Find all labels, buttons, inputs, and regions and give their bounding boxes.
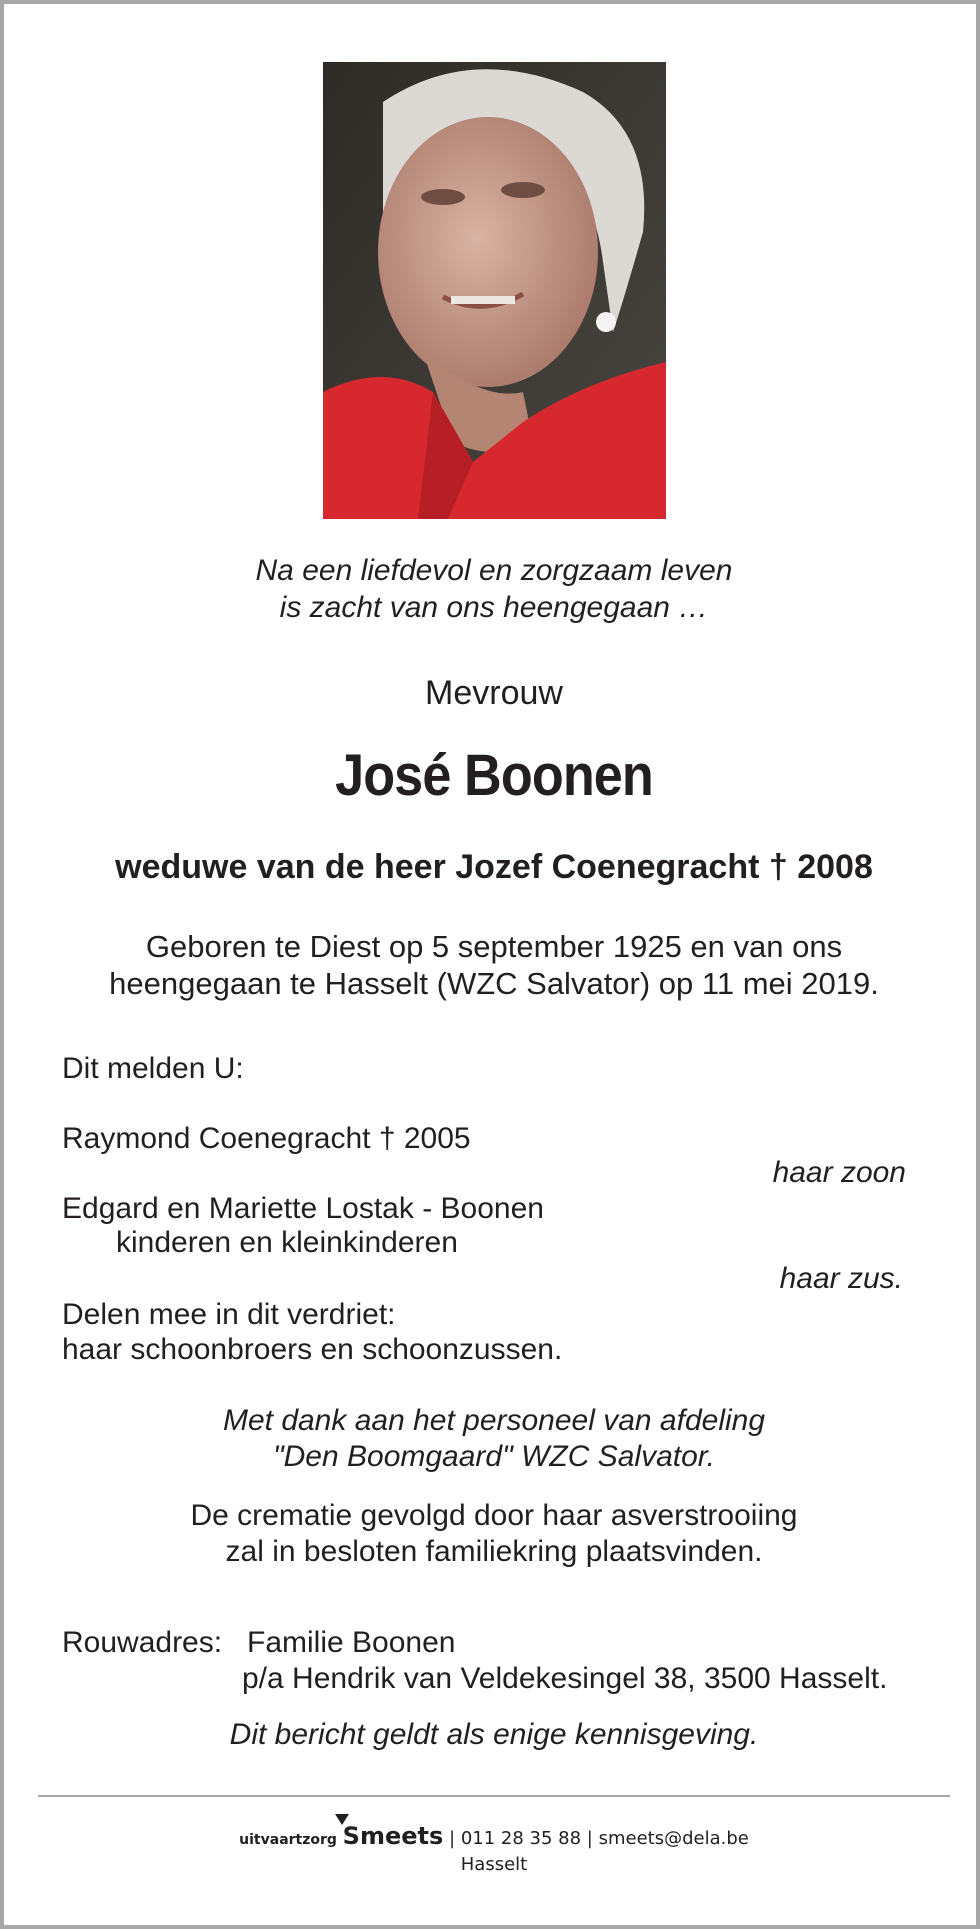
thanks-line-1: Met dank aan het personeel van afdeling bbox=[222, 1404, 766, 1437]
notice-text: Dit bericht geldt als enige kennisgeving. bbox=[229, 1718, 759, 1751]
honorific: Mevrouw bbox=[425, 674, 563, 712]
share-line-2: haar schoonbroers en schoonzussen. bbox=[62, 1333, 563, 1366]
birth-death-details bbox=[4, 928, 980, 1002]
cremation-line-2: zal in besloten familiekring plaatsvinden. bbox=[225, 1535, 763, 1568]
footer-city: Hasselt bbox=[460, 1854, 528, 1875]
sister-sub: kinderen en kleinkinderen bbox=[116, 1226, 458, 1259]
portrait-image bbox=[323, 62, 666, 519]
address-line-2: p/a Hendrik van Veldekesingel 38, 3500 Hasselt. bbox=[242, 1662, 888, 1695]
footer-prefix: uitvaartzorg bbox=[239, 1832, 337, 1848]
footer-email[interactable]: smeets@dela.be bbox=[598, 1828, 749, 1849]
thanks-text bbox=[4, 1403, 980, 1475]
widow-line: weduwe van de heer Jozef Coenegracht † 2008 bbox=[115, 848, 873, 886]
intro-line-2: is zacht van ons heengegaan … bbox=[279, 591, 709, 624]
footer-phone[interactable]: 011 28 35 88 bbox=[460, 1828, 582, 1849]
intro-text bbox=[4, 552, 980, 626]
cremation-line-1: De crematie gevolgd door haar asverstrooiing bbox=[190, 1499, 798, 1532]
footer-separator: | bbox=[449, 1828, 461, 1849]
triangle-logo-icon bbox=[335, 1814, 349, 1825]
deceased-name: José Boonen bbox=[335, 743, 653, 808]
son-relation: haar zoon bbox=[772, 1156, 906, 1189]
cremation-text bbox=[4, 1498, 980, 1570]
thanks-line-2: "Den Boomgaard" WZC Salvator. bbox=[272, 1440, 716, 1473]
share-line-1: Delen mee in dit verdriet: bbox=[62, 1298, 396, 1331]
address-label: Rouwadres: bbox=[62, 1626, 223, 1659]
funeral-home-footer bbox=[4, 1822, 980, 1875]
born-line-1: Geboren te Diest op 5 september 1925 en van ons bbox=[145, 929, 843, 964]
address-line-1: Familie Boonen bbox=[247, 1626, 456, 1659]
announcers-heading: Dit melden U: bbox=[62, 1052, 244, 1085]
portrait-photo bbox=[323, 62, 666, 519]
intro-line-1: Na een liefdevol en zorgzaam leven bbox=[255, 554, 733, 587]
footer-brand bbox=[343, 1822, 444, 1850]
born-line-2: heengegaan te Hasselt (WZC Salvator) op 11 mei 2019. bbox=[109, 966, 879, 1001]
footer-separator: | bbox=[586, 1828, 599, 1849]
sister-name: Edgard en Mariette Lostak - Boonen bbox=[62, 1192, 544, 1225]
divider bbox=[38, 1795, 950, 1797]
footer-brand-name: Smeets bbox=[342, 1822, 444, 1850]
sister-relation: haar zus. bbox=[779, 1262, 903, 1295]
son-name: Raymond Coenegracht † 2005 bbox=[62, 1122, 471, 1155]
